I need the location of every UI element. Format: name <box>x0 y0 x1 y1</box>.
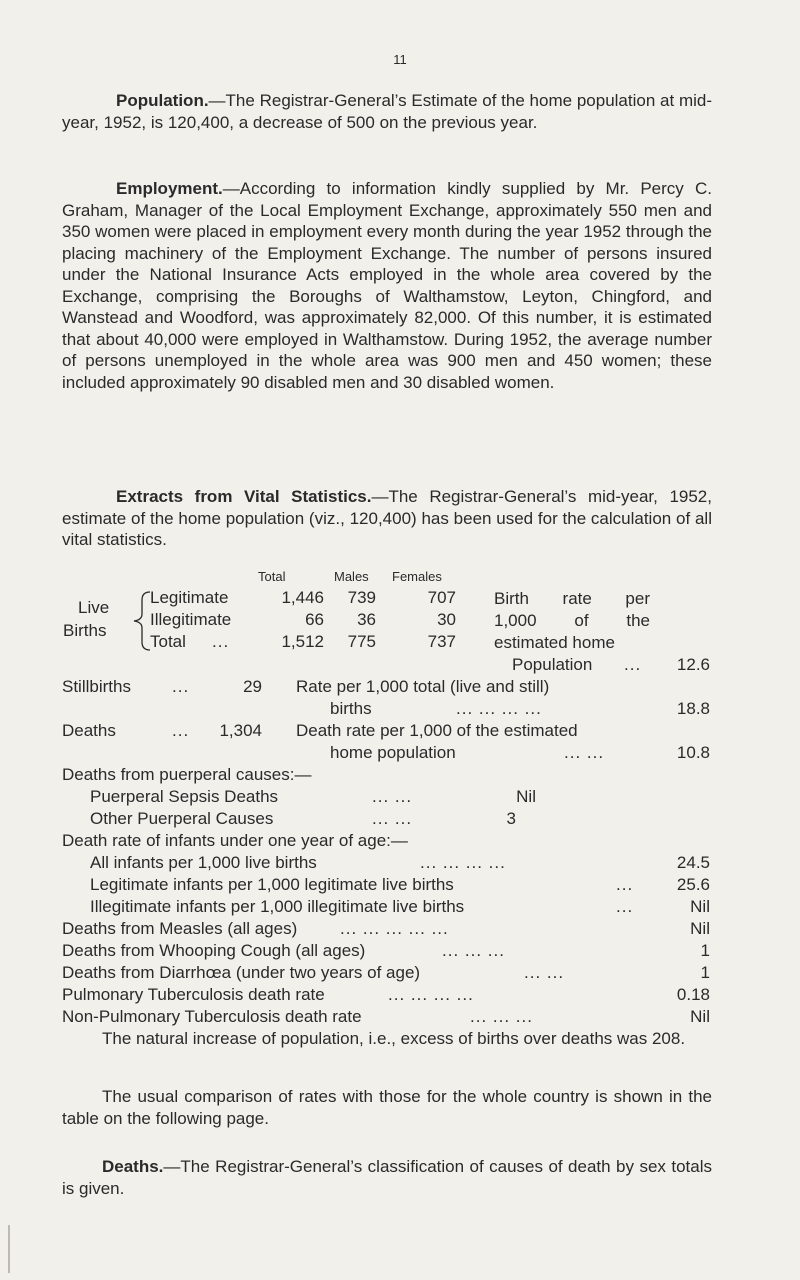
population-text: —The Registrar-General’s Estimate of the home population at mid-year, 1952, is 120,400, a decrease of 500 on the previous year. <box>62 91 712 132</box>
row-illegitimate-males: 36 <box>357 610 376 629</box>
deaths-section-text: —The Registrar-General’s classification of causes of death by sex totals is given. <box>62 1157 712 1198</box>
infant-all-label: All infants per 1,000 live births <box>90 853 317 872</box>
infant-heading: Death rate of infants under one year of age:— <box>62 831 408 850</box>
deaths-rate-value: 10.8 <box>676 743 710 762</box>
row-legitimate-label: Legitimate <box>150 588 229 607</box>
infant-all-value: 24.5 <box>676 853 710 872</box>
infant-legitimate-dots: ... <box>616 875 634 894</box>
birth-rate-value: 12.6 <box>676 655 710 674</box>
brace-icon <box>126 590 152 652</box>
comparison-paragraph <box>62 1086 712 1129</box>
employment-heading: Employment. <box>116 179 223 198</box>
header-males: Males <box>334 569 369 584</box>
row-total-females: 737 <box>427 632 456 651</box>
infant-illegitimate-dots: ... <box>616 897 634 916</box>
row-illegitimate-females: 30 <box>437 610 456 629</box>
whooping-cough-value: 1 <box>700 941 710 960</box>
page-number: 11 <box>393 52 407 67</box>
deaths-rate-line-2: home population <box>330 743 456 762</box>
birth-rate-dots: ... <box>624 655 642 674</box>
row-illegitimate-label: Illegitimate <box>150 610 232 629</box>
puerperal-sepsis-value: Nil <box>516 787 536 806</box>
row-total-total: 1,512 <box>281 632 324 651</box>
other-puerperal-label: Other Puerperal Causes <box>90 809 274 828</box>
infant-illegitimate-value: Nil <box>690 897 710 916</box>
row-total-label: Total <box>150 632 186 651</box>
natural-increase-text: The natural increase of population, i.e., excess of births over deaths was 208. <box>102 1029 686 1048</box>
births-label: Births <box>63 621 107 640</box>
pulmonary-tb-label: Pulmonary Tuberculosis death rate <box>62 985 325 1004</box>
birth-rate-line-3: estimated home <box>494 633 615 652</box>
comparison-text: The usual comparison of rates with those for the whole country is shown in the table on the following page. <box>62 1087 712 1128</box>
stillbirths-rate-dots: ... ... ... ... <box>456 699 542 718</box>
header-females: Females <box>392 569 442 584</box>
header-total: Total <box>258 569 286 584</box>
infant-illegitimate-label: Illegitimate infants per 1,000 illegitimate live births <box>90 897 465 916</box>
deaths-paragraph <box>62 1156 712 1199</box>
non-pulmonary-tb-label: Non-Pulmonary Tuberculosis death rate <box>62 1007 362 1026</box>
birth-rate-line-4: Population <box>512 655 593 674</box>
whooping-cough-dots: ... ... ... <box>442 941 505 960</box>
other-puerperal-dots: ... ... <box>372 809 413 828</box>
infant-all-dots: ... ... ... ... <box>420 853 506 872</box>
deaths-section-heading: Deaths. <box>102 1157 164 1176</box>
stillbirths-count: 29 <box>243 677 262 696</box>
row-total-males: 775 <box>347 632 376 651</box>
row-illegitimate-total: 66 <box>305 610 324 629</box>
extracts-heading: Extracts from Vital Statistics. <box>116 487 372 506</box>
deaths-rate-line-1: Death rate per 1,000 of the estimated <box>296 721 578 740</box>
stillbirths-label: Stillbirths <box>62 677 131 696</box>
whooping-cough-label: Deaths from Whooping Cough (all ages) <box>62 941 366 960</box>
infant-legitimate-label: Legitimate infants per 1,000 legitimate live births <box>90 875 454 894</box>
extracts-text: —The Registrar-General’s mid-year, 1952, estimate of the home population (viz., 120,400) has been used for the calculation of all vital statistics. <box>62 487 712 549</box>
infant-legitimate-value: 25.6 <box>676 875 710 894</box>
natural-increase-paragraph <box>62 1028 712 1050</box>
diarrhoea-value: 1 <box>700 963 710 982</box>
puerperal-sepsis-dots: ... ... <box>372 787 413 806</box>
puerperal-sepsis-label: Puerperal Sepsis Deaths <box>90 787 279 806</box>
non-pulmonary-tb-value: Nil <box>690 1007 710 1026</box>
population-paragraph <box>62 90 712 133</box>
other-puerperal-value: 3 <box>506 809 516 828</box>
employment-paragraph <box>62 178 712 393</box>
puerperal-heading: Deaths from puerperal causes:— <box>62 765 312 784</box>
diarrhoea-label: Deaths from Diarrhœa (under two years of age) <box>62 963 421 982</box>
row-legitimate-males: 739 <box>347 588 376 607</box>
live-label: Live <box>78 598 110 617</box>
population-heading: Population. <box>116 91 209 110</box>
margin-line <box>8 1225 10 1273</box>
diarrhoea-dots: ... ... <box>524 963 565 982</box>
stillbirths-dots: ... <box>172 677 190 696</box>
deaths-count: 1,304 <box>219 721 262 740</box>
row-total-dots: ... <box>212 632 230 651</box>
extracts-paragraph <box>62 486 712 551</box>
deaths-dots: ... <box>172 721 190 740</box>
measles-value: Nil <box>690 919 710 938</box>
birth-rate-line-1: Birth rate per <box>494 589 650 608</box>
measles-dots: ... ... ... ... ... <box>340 919 449 938</box>
employment-text: —According to information kindly supplied by Mr. Percy C. Graham, Manager of the Local Employment Exchange, approximately 550 men and 350 women were placed in employment every month during the year 1952 through the placing machinery of the Employment Exchange. The number of persons insured under the National Insurance Acts employed in the whole area covered by the Exchange, comprising the Boroughs of Walthamstow, Leyton, Chingford, and Wanstead and Woodford, was approximately 82,000. Of this number, it is estimated that about 40,000 were employed in Walthamstow. During 1952, the average number of persons unemployed in the whole area was 900 men and 450 women; these included approximately 90 disabled men and 30 disabled women. <box>62 179 712 392</box>
non-pulmonary-tb-dots: ... ... ... <box>470 1007 533 1026</box>
deaths-label: Deaths <box>62 721 116 740</box>
pulmonary-tb-value: 0.18 <box>676 985 710 1004</box>
stillbirths-rate-value: 18.8 <box>676 699 710 718</box>
measles-label: Deaths from Measles (all ages) <box>62 919 298 938</box>
pulmonary-tb-dots: ... ... ... ... <box>388 985 474 1004</box>
row-legitimate-females: 707 <box>427 588 456 607</box>
stillbirths-rate-line-1: Rate per 1,000 total (live and still) <box>296 677 550 696</box>
row-legitimate-total: 1,446 <box>281 588 324 607</box>
birth-rate-line-2: 1,000 of the <box>494 611 650 630</box>
stillbirths-rate-line-2: births <box>330 699 372 718</box>
deaths-rate-dots: ... ... <box>564 743 605 762</box>
